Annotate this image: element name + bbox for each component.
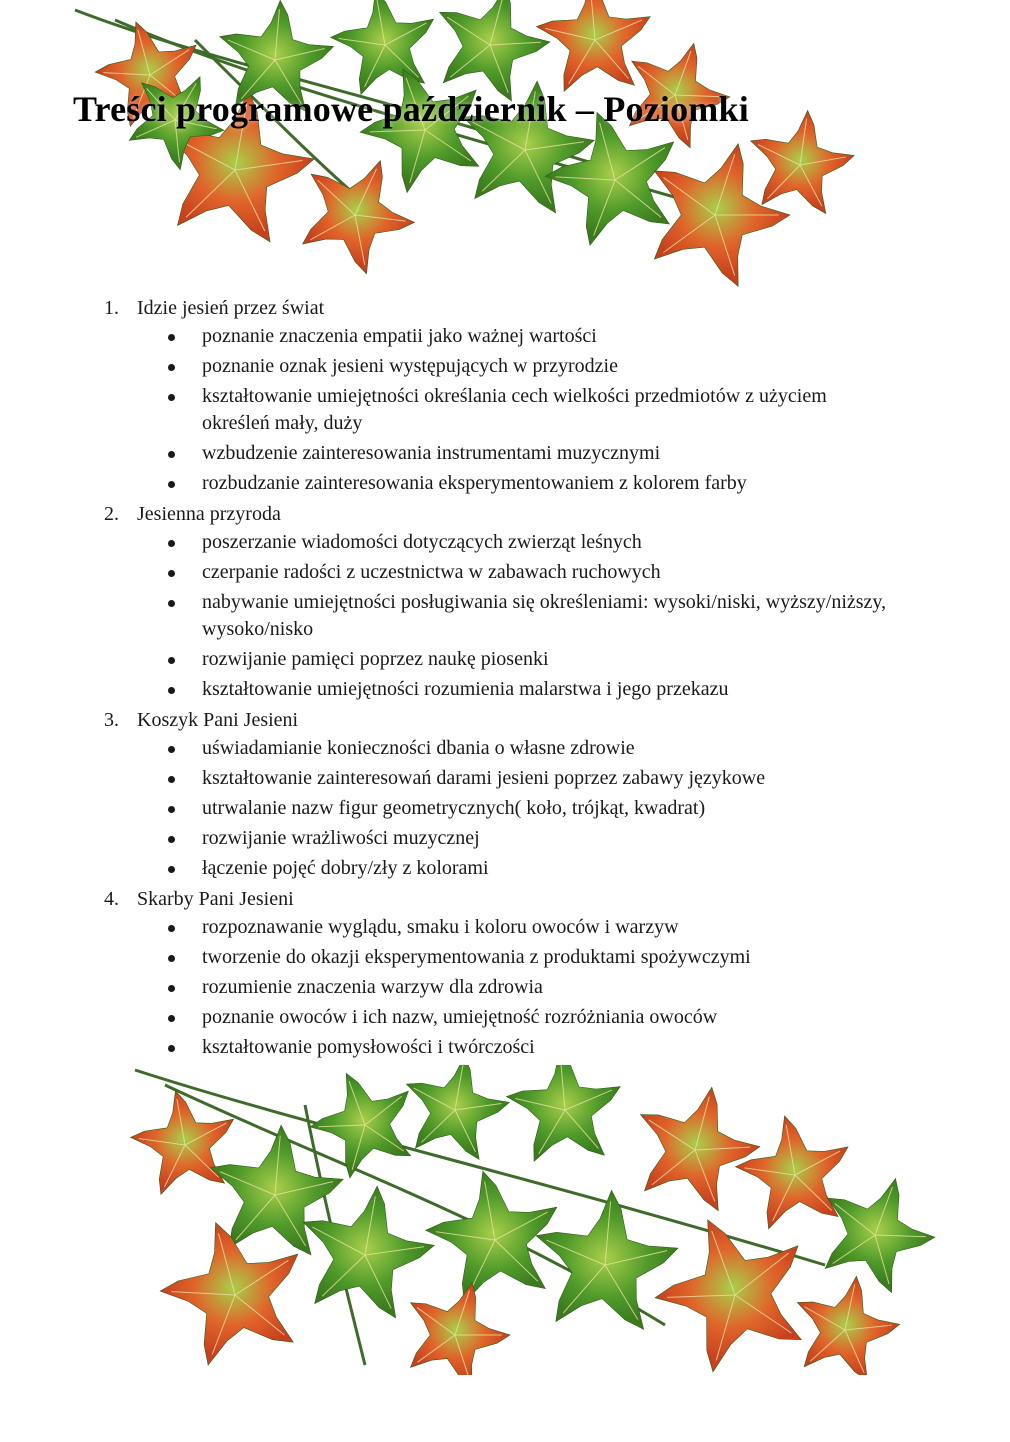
bullet-icon bbox=[168, 925, 175, 932]
goal-text: kształtowanie umiejętności rozumienia malarstwa i jego przekazu bbox=[202, 678, 729, 700]
goal-item bbox=[0, 589, 892, 643]
goal-text: uświadamianie konieczności dbania o własne zdrowie bbox=[202, 737, 635, 759]
goal-item bbox=[0, 559, 892, 586]
bullet-icon bbox=[168, 1045, 175, 1052]
goal-list bbox=[0, 735, 1010, 882]
goal-item bbox=[0, 795, 892, 822]
goal-text: rozpoznawanie wyglądu, smaku i koloru owoców i warzyw bbox=[202, 916, 679, 938]
maple-leaf-icon bbox=[324, 0, 444, 98]
page-title: Treści programowe październik – Poziomki bbox=[73, 89, 749, 129]
bullet-icon bbox=[168, 687, 175, 694]
topic-section bbox=[0, 706, 1010, 882]
topic-number: 2. bbox=[104, 503, 119, 525]
goal-item bbox=[0, 765, 892, 792]
goal-item bbox=[0, 646, 892, 673]
goal-text: kształtowanie pomysłowości i twórczości bbox=[202, 1036, 535, 1058]
topic-number: 4. bbox=[104, 888, 119, 910]
goal-item bbox=[0, 914, 892, 941]
topic-heading bbox=[0, 500, 1010, 529]
bullet-icon bbox=[168, 600, 175, 607]
bullet-icon bbox=[168, 364, 175, 371]
topic-list bbox=[0, 294, 1010, 1064]
goal-item bbox=[0, 825, 892, 852]
goal-item bbox=[0, 383, 892, 437]
bullet-icon bbox=[168, 657, 175, 664]
goal-text: czerpanie radości z uczestnictwa w zabawach ruchowych bbox=[202, 561, 661, 583]
maple-leaf-icon bbox=[392, 1267, 522, 1375]
topic-title: Skarby Pani Jesieni bbox=[137, 888, 294, 910]
goal-text: rozwijanie pamięci poprzez naukę piosenki bbox=[202, 648, 549, 670]
bullet-icon bbox=[168, 1015, 175, 1022]
maple-leaves-bottom-icon bbox=[105, 1065, 955, 1375]
goal-item bbox=[0, 323, 892, 350]
bullet-icon bbox=[168, 394, 175, 401]
goal-text: kształtowanie zainteresowań darami jesieni poprzez zabawy językowe bbox=[202, 767, 766, 789]
topic-title: Jesienna przyroda bbox=[137, 503, 281, 525]
goal-item bbox=[0, 440, 892, 467]
bullet-icon bbox=[168, 955, 175, 962]
goal-text: rozwijanie wrażliwości muzycznej bbox=[202, 827, 480, 849]
goal-text: kształtowanie umiejętności określania cech wielkości przedmiotów z użyciem określeń mały, duży bbox=[202, 385, 827, 434]
bullet-icon bbox=[168, 451, 175, 458]
bullet-icon bbox=[168, 746, 175, 753]
goal-item bbox=[0, 974, 892, 1001]
topic-heading bbox=[0, 294, 1010, 323]
goal-item bbox=[0, 676, 892, 703]
goal-text: poznanie owoców i ich nazw, umiejętność rozróżniania owoców bbox=[202, 1006, 718, 1028]
bullet-icon bbox=[168, 866, 175, 873]
maple-leaf-icon bbox=[622, 1071, 772, 1217]
maple-leaf-icon bbox=[417, 1159, 570, 1307]
bullet-icon bbox=[168, 481, 175, 488]
goal-text: tworzenie do okazji eksperymentowania z produktami spożywczymi bbox=[202, 946, 751, 968]
goal-list bbox=[0, 914, 1010, 1061]
goal-text: rozumienie znaczenia warzyw dla zdrowia bbox=[202, 976, 543, 998]
bullet-icon bbox=[168, 540, 175, 547]
bullet-icon bbox=[168, 836, 175, 843]
goal-item bbox=[0, 944, 892, 971]
goal-item bbox=[0, 855, 892, 882]
maple-leaf-icon bbox=[529, 1184, 683, 1332]
goal-text: poznanie oznak jesieni występujących w przyrodzie bbox=[202, 355, 618, 377]
maple-leaf-icon bbox=[805, 1159, 949, 1300]
goal-item bbox=[0, 529, 892, 556]
maple-leaf-icon bbox=[533, 0, 656, 93]
maple-leaves-top-icon bbox=[55, 0, 855, 290]
goal-item bbox=[0, 1004, 892, 1031]
goal-item bbox=[0, 353, 892, 380]
goal-text: łączenie pojęć dobry/zły z kolorami bbox=[202, 857, 489, 879]
goal-text: nabywanie umiejętności posługiwania się określeniami: wysoki/niski, wyższy/niższy, wysoko/nisko bbox=[202, 591, 887, 640]
goal-item bbox=[0, 470, 892, 497]
maple-leaf-icon bbox=[503, 1065, 626, 1163]
bullet-icon bbox=[168, 570, 175, 577]
topic-number: 3. bbox=[104, 709, 119, 731]
goal-list bbox=[0, 529, 1010, 703]
maple-leaf-icon bbox=[742, 103, 855, 216]
topic-section bbox=[0, 500, 1010, 703]
topic-number: 1. bbox=[104, 297, 119, 319]
goal-text: poszerzanie wiadomości dotyczących zwierząt leśnych bbox=[202, 531, 642, 553]
bullet-icon bbox=[168, 806, 175, 813]
topic-title: Koszyk Pani Jesieni bbox=[137, 709, 299, 731]
goal-item bbox=[0, 735, 892, 762]
topic-section bbox=[0, 885, 1010, 1061]
bullet-icon bbox=[168, 985, 175, 992]
topic-heading bbox=[0, 885, 1010, 914]
maple-leaf-icon bbox=[636, 1194, 829, 1375]
topic-title: Idzie jesień przez świat bbox=[137, 297, 325, 319]
topic-section bbox=[0, 294, 1010, 497]
goal-list bbox=[0, 323, 1010, 497]
goal-text: poznanie znaczenia empatii jako ważnej wartości bbox=[202, 325, 597, 347]
goal-text: rozbudzanie zainteresowania eksperymentowaniem z kolorem farby bbox=[202, 472, 747, 494]
goal-text: wzbudzenie zainteresowania instrumentami muzycznymi bbox=[202, 442, 661, 464]
bullet-icon bbox=[168, 776, 175, 783]
bullet-icon bbox=[168, 334, 175, 341]
goal-item bbox=[0, 1034, 892, 1061]
goal-text: utrwalanie nazw figur geometrycznych( koło, trójkąt, kwadrat) bbox=[202, 797, 706, 819]
topic-heading bbox=[0, 706, 1010, 735]
